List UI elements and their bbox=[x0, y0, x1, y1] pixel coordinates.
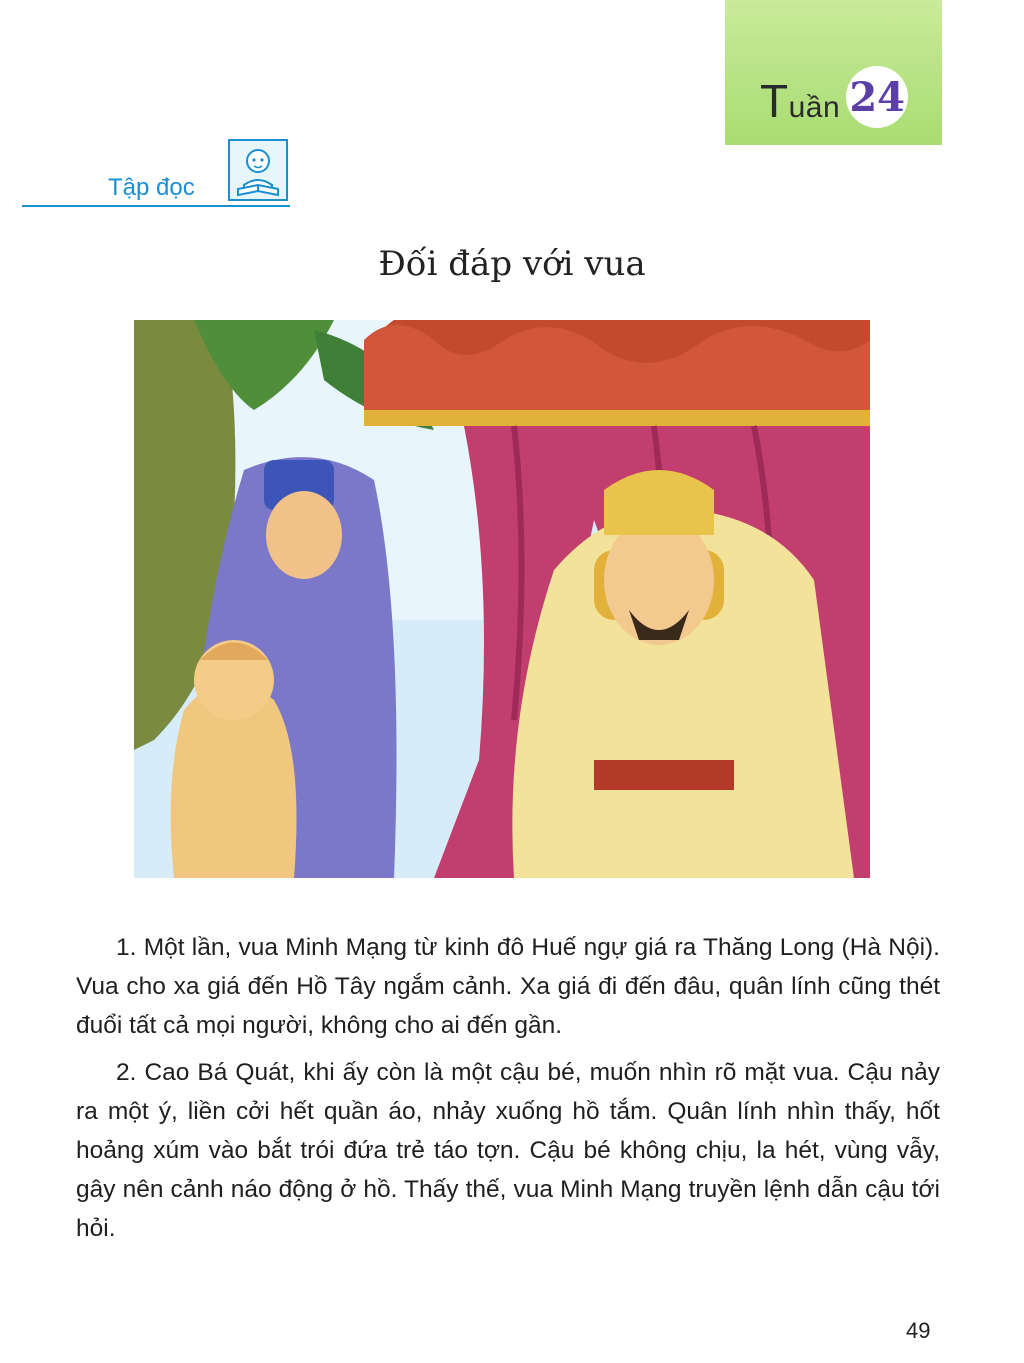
reading-child-icon bbox=[228, 139, 288, 201]
page-number: 49 bbox=[906, 1318, 931, 1343]
week-word: Tuần bbox=[760, 75, 841, 127]
week-number-badge bbox=[846, 66, 908, 128]
week-label bbox=[760, 66, 908, 128]
section-label: Tập đọc bbox=[108, 174, 195, 201]
story-title: Đối đáp với vua bbox=[378, 244, 646, 284]
section-underline bbox=[22, 205, 290, 207]
week-number: 24 bbox=[849, 73, 905, 121]
story-paragraph-2: 2. Cao Bá Quát, khi ấy còn là một cậu bé, muốn nhìn rõ mặt vua. Cậu nảy ra một ý, liền cởi hết quần áo, nhảy xuống hồ tắm. Quân lính nhìn thấy, hốt hoảng xúm vào bắt trói đứa trẻ táo tợn. Cậu bé không chịu, la hét, vùng vẫy, gây nên cảnh náo động ở hồ. Thấy thế, vua Minh Mạng truyền lệnh dẫn cậu tới hỏi. bbox=[76, 1059, 940, 1242]
story-text bbox=[76, 928, 940, 1256]
story-paragraph-1: 1. Một lần, vua Minh Mạng từ kinh đô Huế ngự giá ra Thăng Long (Hà Nội). Vua cho xa giá đến Hồ Tây ngắm cảnh. Xa giá đi đến đâu, quân lính cũng thét đuổi tất cả mọi người, không cho ai đến gần. bbox=[76, 934, 940, 1039]
king-and-boy-illustration bbox=[134, 320, 870, 878]
